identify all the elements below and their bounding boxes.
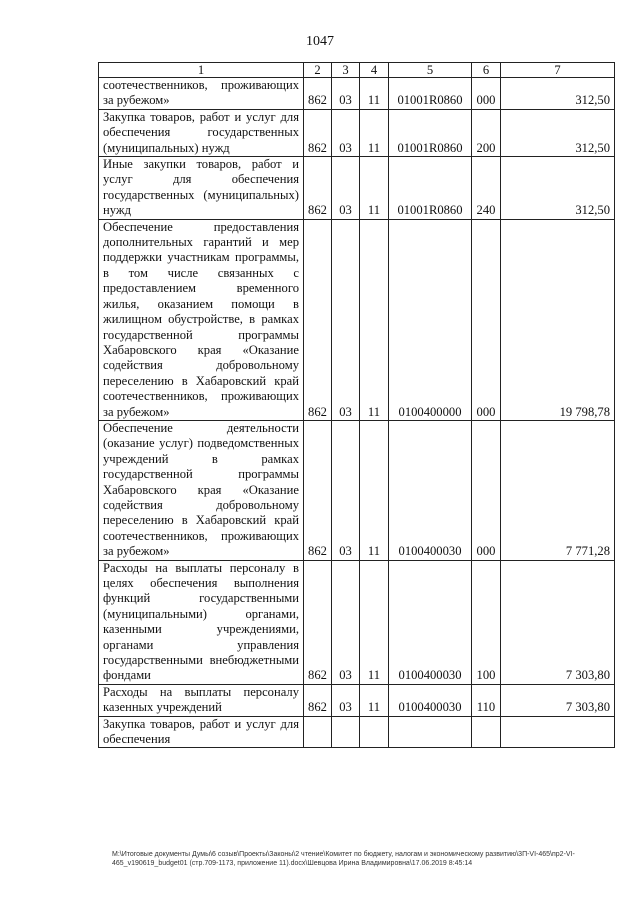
target-article-code: 0100400000 (389, 219, 472, 420)
amount: 312,50 (501, 109, 615, 156)
expense-name: Обеспечение предоставления дополнительных гарантий и мер поддержки участникам программы, в том числе связанных с предоставлением временного жилья, оказанием помощи в жилищном обустройстве, в рамках государственной программы Хабаровского края «Оказание содействия добровольному переселению в Хабаровский край соотечественников, проживающих за рубежом» (99, 219, 304, 420)
table-row (99, 684, 615, 716)
column-header: 2 (304, 63, 332, 78)
expense-name: Иные закупки товаров, работ и услуг для обеспечения государственных (муниципальных) нужд (99, 157, 304, 220)
target-article-code: 01001R0860 (389, 157, 472, 220)
ministry-code: 862 (304, 560, 332, 684)
expense-type-code: 110 (472, 684, 501, 716)
column-header: 4 (360, 63, 389, 78)
section-code: 03 (332, 420, 360, 560)
column-header: 7 (501, 63, 615, 78)
expense-name: Расходы на выплаты персоналу в целях обеспечения выполнения функций государственными (муниципальными) органами, казенными учреждениями, органами управления государственными внебюджетными фондами (99, 560, 304, 684)
expense-name: Обеспечение деятельности (оказание услуг) подведомственных учреждений в рамках государственной программы Хабаровского края «Оказание содействия добровольному переселению в Хабаровский край соотечественников, проживающих за рубежом» (99, 420, 304, 560)
target-article-code: 01001R0860 (389, 78, 472, 110)
footer-line: 465_v190619_budget01 (стр.709-1173, приложение 11).docx\Шевцова Ирина Владимировна\17.06.2019 8:45:14 (112, 860, 473, 867)
ministry-code: 862 (304, 109, 332, 156)
table-row (99, 157, 615, 220)
section-code: 03 (332, 219, 360, 420)
target-article-code: 01001R0860 (389, 109, 472, 156)
footer-line: M:\Итоговые документы Думы\6 созыв\Проекты\Законы\2 чтение\Комитет по бюджету, налогам и экономическому развитию\3П-VI-465\пр2-VI- (112, 851, 575, 858)
amount: 7 303,80 (501, 684, 615, 716)
section-code: 03 (332, 560, 360, 684)
table-row (99, 560, 615, 684)
file-path-footer (112, 850, 612, 868)
budget-table (98, 62, 615, 748)
target-article-code: 0100400030 (389, 420, 472, 560)
expense-name: Расходы на выплаты персоналу казенных учреждений (99, 684, 304, 716)
expense-name: соотечественников, проживающих за рубежом» (99, 78, 304, 110)
column-header: 3 (332, 63, 360, 78)
ministry-code: 862 (304, 219, 332, 420)
expense-type-code: 240 (472, 157, 501, 220)
section-code (332, 716, 360, 748)
subsection-code: 11 (360, 219, 389, 420)
amount: 7 771,28 (501, 420, 615, 560)
column-header: 1 (99, 63, 304, 78)
ministry-code: 862 (304, 420, 332, 560)
table-header-row (99, 63, 615, 78)
section-code: 03 (332, 109, 360, 156)
section-code: 03 (332, 684, 360, 716)
amount: 312,50 (501, 78, 615, 110)
subsection-code: 11 (360, 78, 389, 110)
table-row (99, 716, 615, 748)
expense-type-code: 200 (472, 109, 501, 156)
expense-name: Закупка товаров, работ и услуг для обеспечения (99, 716, 304, 748)
section-code: 03 (332, 157, 360, 220)
table-row (99, 420, 615, 560)
expense-type-code (472, 716, 501, 748)
expense-type-code: 000 (472, 219, 501, 420)
target-article-code (389, 716, 472, 748)
amount: 7 303,80 (501, 560, 615, 684)
amount (501, 716, 615, 748)
column-header: 6 (472, 63, 501, 78)
column-header: 5 (389, 63, 472, 78)
subsection-code: 11 (360, 109, 389, 156)
table-row (99, 78, 615, 110)
section-code: 03 (332, 78, 360, 110)
ministry-code: 862 (304, 78, 332, 110)
expense-type-code: 000 (472, 420, 501, 560)
subsection-code: 11 (360, 157, 389, 220)
expense-type-code: 100 (472, 560, 501, 684)
expense-type-code: 000 (472, 78, 501, 110)
subsection-code: 11 (360, 684, 389, 716)
subsection-code: 11 (360, 560, 389, 684)
subsection-code (360, 716, 389, 748)
target-article-code: 0100400030 (389, 684, 472, 716)
subsection-code: 11 (360, 420, 389, 560)
page-number: 1047 (306, 34, 334, 49)
ministry-code: 862 (304, 684, 332, 716)
ministry-code (304, 716, 332, 748)
expense-name: Закупка товаров, работ и услуг для обеспечения государственных (муниципальных) нужд (99, 109, 304, 156)
amount: 312,50 (501, 157, 615, 220)
table-row (99, 219, 615, 420)
ministry-code: 862 (304, 157, 332, 220)
amount: 19 798,78 (501, 219, 615, 420)
target-article-code: 0100400030 (389, 560, 472, 684)
table-row (99, 109, 615, 156)
